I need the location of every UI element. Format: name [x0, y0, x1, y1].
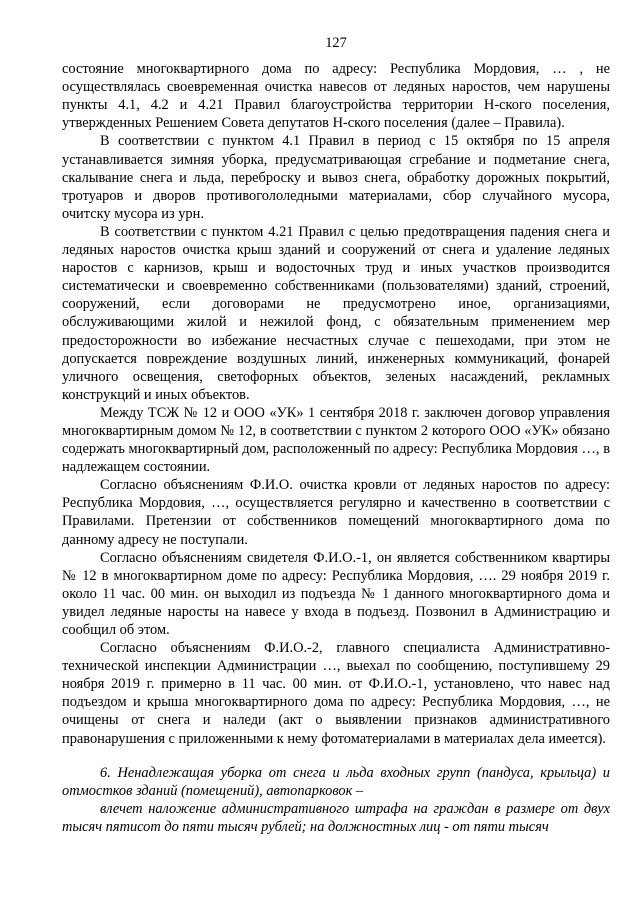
section-gap	[62, 748, 610, 764]
paragraph-witness: Согласно объяснениям свидетеля Ф.И.О.-1, он является собственником квартиры № 12 в многоквартирном доме по адресу: Республика Мордовия, …. 29 ноября 2019 г. около 11 час. 00 мин. он выходил из подъезда № 1 данного многоквартирного дома и увидел ледяные наросты на навесе у входа в подъезд. Позвонил в Администрацию и сообщил об этом.	[62, 549, 610, 638]
paragraph-continuation: состояние многоквартирного дома по адресу: Республика Мордовия, … , не осуществлялась своевременная очистка навесов от ледяных наростов, чем нарушены пункты 4.1, 4.2 и 4.21 Правил благоустройства территории Н-ского поселения, утвержденных Решением Совета депутатов Н-ского поселения (далее – Правила).	[62, 61, 610, 132]
article-6-penalty: влечет наложение административного штрафа на граждан в размере от двух тысяч пятисот до пяти тысяч рублей; на должностных лиц - от пяти тысяч	[62, 800, 610, 835]
paragraph-rule-4-21: В соответствии с пунктом 4.21 Правил с целью предотвращения падения снега и ледяных наростов очистка крыш зданий и сооружений от снега и удаление ледяных наростов с карнизов, крыш и водосточных труд и иных участков производится систематически и своевременно собственниками (пользователями) зданий, строений, сооружений, если договорами не предусмотрено иное, организациями, обслуживающими жилой и нежилой фонд, с обязательным применением мер предосторожности во избежание несчастных случае с пешеходами, при этом не допускается повреждение воздушных линий, инженерных коммуникаций, фонарей уличного освещения, светофорных объектов, зеленых насаждений, рекламных конструкций и иных объектов.	[62, 223, 610, 403]
paragraph-rule-4-1: В соответствии с пунктом 4.1 Правил в период с 15 октября по 15 апреля устанавливается зимняя уборка, предусматривающая сгребание и подметание снега, скалывание снега и льда, переброску и вывоз снега, обработку дорожных покрытий, тротуаров и дворов противогололедными материалами, сбор случайного мусора, очитску мусора из урн.	[62, 133, 610, 222]
article-6	[62, 764, 610, 836]
paragraph-inspector: Согласно объяснениям Ф.И.О.-2, главного специалиста Административно-технической инспекции Администрации …, выехал по сообщению, поступившему 29 ноября 2019 г. примерно в 11 час. 00 мин. от Ф.И.О.-1, установлено, что навес над подъездом и крыша многоквартирного дома по адресу: Республика Мордовия, …, не очищены от снега и наледи (акт о выявлении признаков административного правонарушения с приложенными к нему фотоматериалами в материалах дела имеется).	[62, 640, 610, 747]
article-6-heading: 6. Ненадлежащая уборка от снега и льда входных групп (пандуса, крыльца) и отмостков зданий (помещений), автопарковок –	[62, 764, 610, 799]
paragraph-contract: Между ТСЖ № 12 и ООО «УК» 1 сентября 2018 г. заключен договор управления многоквартирным домом № 12, в соответствии с пунктом 2 которого ООО «УК» обязано содержать многоквартирный дом, расположенный по адресу: Республика Мордовия …, в надлежащем состоянии.	[62, 404, 610, 476]
page-number: 127	[325, 35, 347, 51]
paragraph-explanation-1: Согласно объяснениям Ф.И.О. очистка кровли от ледяных наростов по адресу: Республика Мордовия, …, осуществляется регулярно и качественно в соответствии с Правилами. Претензии от собственников помещений многоквартирного дома по данному адресу не поступали.	[62, 477, 610, 548]
document-body	[62, 60, 610, 748]
